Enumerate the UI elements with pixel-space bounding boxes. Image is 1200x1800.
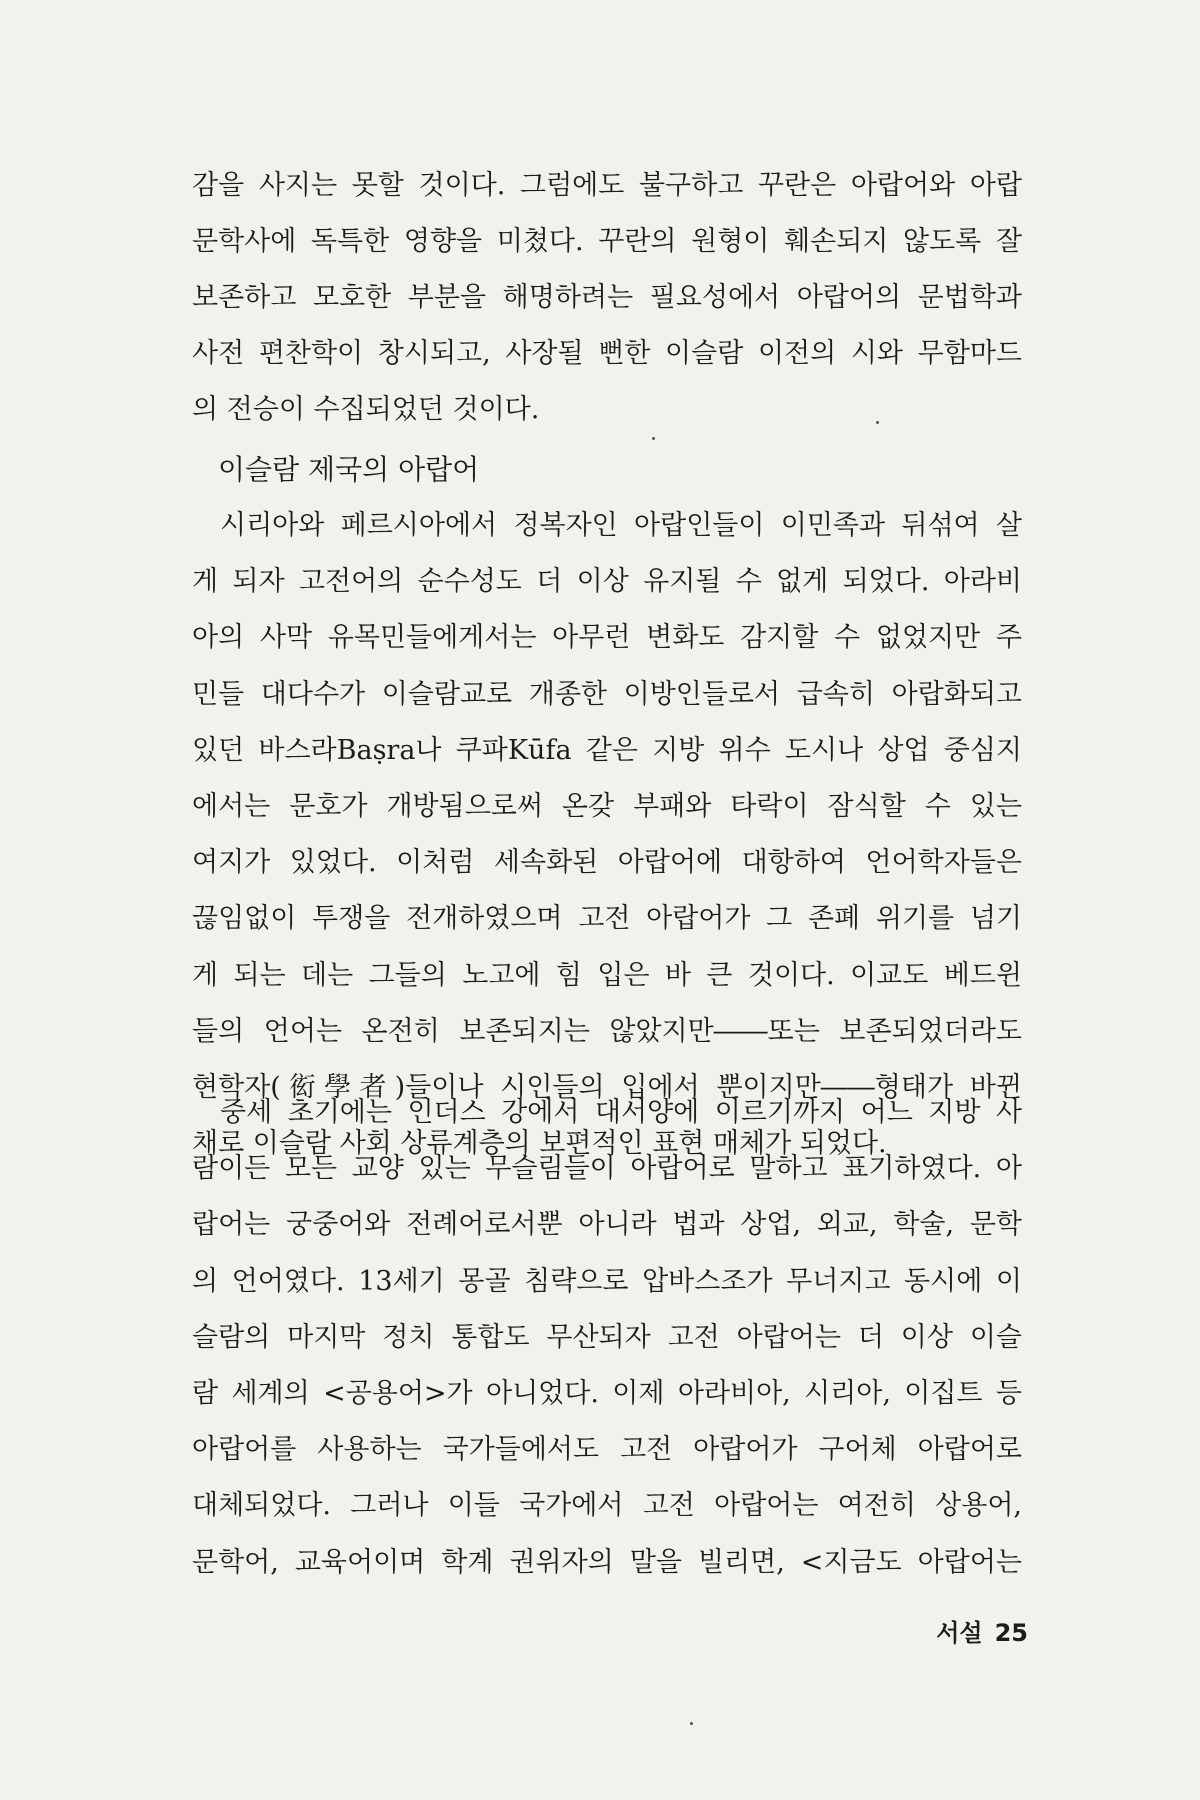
text-line: 람이든 모든 교양 있는 무슬림들이 아랍어로 말하고 표기하였다. 아 (192, 1153, 1022, 1185)
text-line: 끊임없이 투쟁을 전개하였으며 고전 아랍어가 그 존폐 위기를 넘기 (192, 903, 1022, 935)
text-line: 보존하고 모호한 부분을 해명하려는 필요성에서 아랍어의 문법학과 (192, 282, 1022, 313)
text-line: 문학어, 교육어이며 학계 권위자의 말을 빌리면, <지금도 아랍어는 (192, 1546, 1022, 1578)
text-line: 대체되었다. 그러나 이들 국가에서 고전 아랍어는 여전히 상용어, (192, 1490, 1022, 1522)
paper-speck (876, 421, 879, 424)
text-line: 사전 편찬학이 창시되고, 사장될 뻔한 이슬람 이전의 시와 무함마드 (192, 338, 1022, 369)
paragraph-2 (192, 498, 1022, 1172)
text-line: 아의 사막 유목민들에게서는 아무런 변화도 감지할 수 없었지만 주 (192, 622, 1022, 654)
text-line: 민들 대다수가 이슬람교로 개종한 이방인들로서 급속히 아랍화되고 (192, 678, 1022, 710)
paper-speck (652, 437, 655, 440)
text-line: 의 전승이 수집되었던 것이다. (192, 394, 540, 425)
text-line: 있던 바스라Baṣra나 쿠파Kūfa 같은 지방 위수 도시나 상업 중심지 (192, 734, 1022, 766)
text-line: 에서는 문호가 개방됨으로써 온갖 부패와 타락이 잠식할 수 있는 (192, 791, 1022, 823)
text-line: 람 세계의 <공용어>가 아니었다. 이제 아라비아, 시리아, 이집트 등 (192, 1378, 1022, 1410)
text-line: 의 언어였다. 13세기 몽골 침략으로 압바스조가 무너지고 동시에 이 (192, 1265, 1022, 1297)
text-line: 들의 언어는 온전히 보존되지는 않았지만――또는 보존되었더라도 (192, 1015, 1022, 1047)
running-section-title: 서설 (936, 1619, 983, 1647)
text-line: 중세 초기에는 인더스 강에서 대서양에 이르기까지 어느 지방 사 (220, 1097, 1022, 1128)
text-line: 채로 이슬람 사회 상류계층의 보편적인 표현 매체가 되었다. (192, 1128, 887, 1160)
text-line: 시리아와 페르시아에서 정복자인 아랍인들이 이민족과 뒤섞여 살 (220, 510, 1022, 541)
text-line: 게 되자 고전어의 순수성도 더 이상 유지될 수 없게 되었다. 아라비 (192, 566, 1022, 598)
text-line: 슬람의 마지막 정치 통합도 무산되자 고전 아랍어는 더 이상 이슬 (192, 1321, 1022, 1353)
paragraph-3 (192, 1085, 1022, 1591)
text-line: 문학사에 독특한 영향을 미쳤다. 꾸란의 원형이 훼손되지 않도록 잘 (192, 226, 1022, 257)
text-line: 게 되는 데는 그들의 노고에 힘 입은 바 큰 것이다. 이교도 베드윈 (192, 959, 1022, 991)
text-line: 현학자(衒學者)들이나 시인들의 입에서 뿐이지만――형태가 바뀐 (192, 1072, 1022, 1104)
section-heading: 이슬람 제국의 아랍어 (218, 453, 480, 486)
paper-speck (690, 1722, 693, 1725)
text-line: 아랍어를 사용하는 국가들에서도 고전 아랍어가 구어체 아랍어로 (192, 1434, 1022, 1466)
paragraph-1 (192, 158, 1022, 438)
text-line: 랍어는 궁중어와 전례어로서뿐 아니라 법과 상업, 외교, 학술, 문학 (192, 1209, 1022, 1241)
page-number: 25 (994, 1619, 1028, 1647)
page-footer (936, 1613, 1028, 1648)
text-line: 감을 사지는 못할 것이다. 그럼에도 불구하고 꾸란은 아랍어와 아랍 (192, 170, 1022, 201)
text-line: 여지가 있었다. 이처럼 세속화된 아랍어에 대항하여 언어학자들은 (192, 847, 1022, 879)
